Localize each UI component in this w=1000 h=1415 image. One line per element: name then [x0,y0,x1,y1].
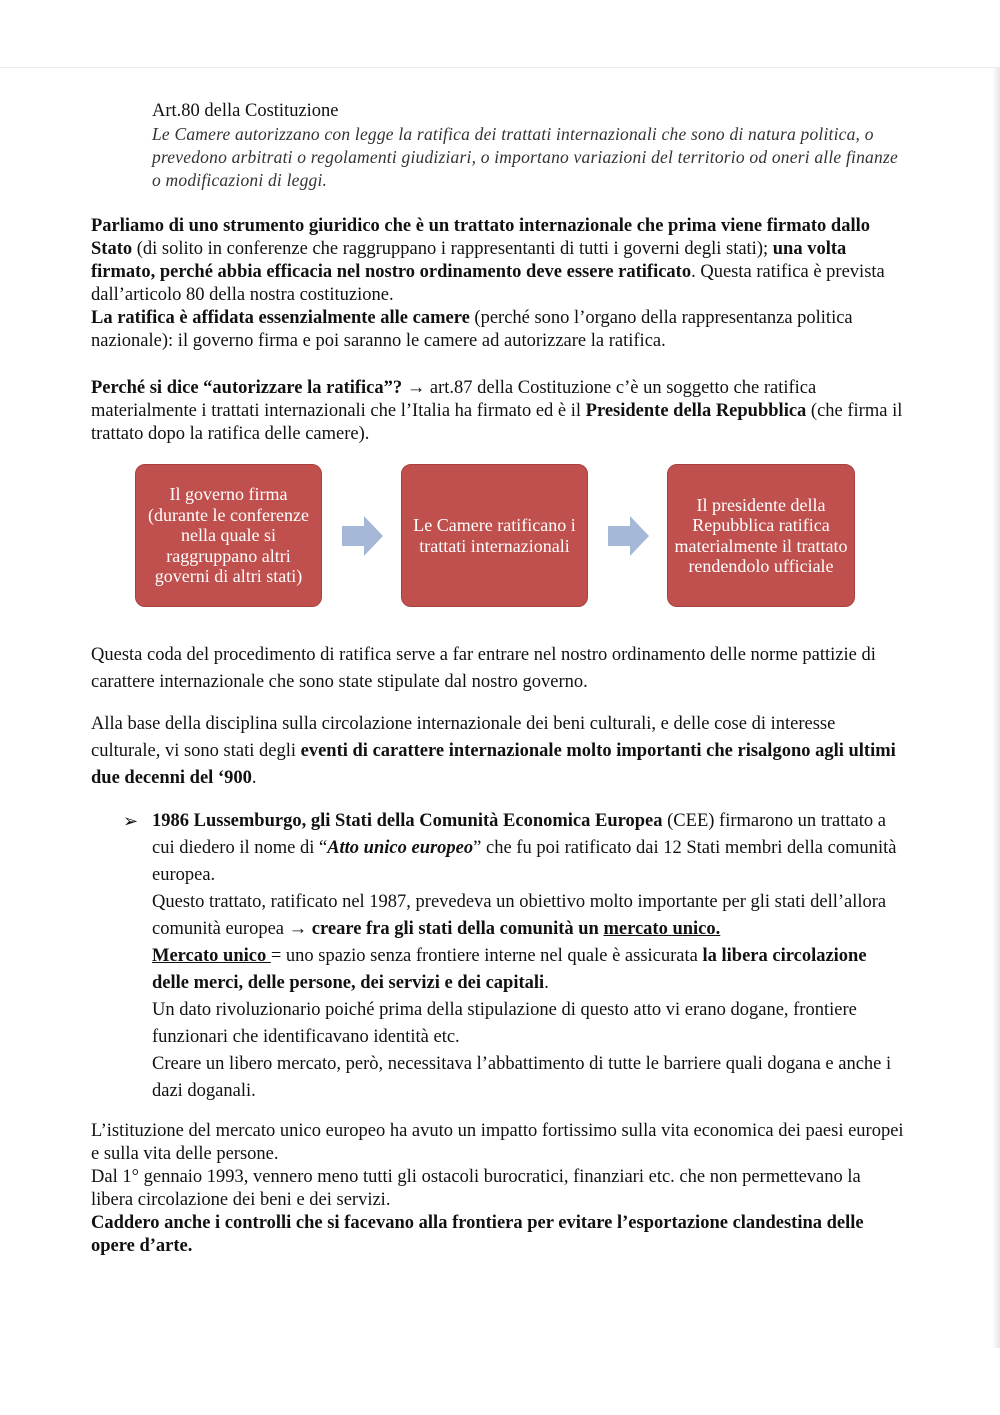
flow-step-2-label: Le Camere ratificano i trattati internazionali [413,515,576,556]
bullet-text-2: Questo trattato, ratificato nel 1987, prevedeva un obiettivo molto importante per gli stati dell’allora comunità europea [152,892,887,939]
para5-bold-1: Caddero anche i controlli che si facevano alla frontiera per evitare l’esportazione clandestina delle opere d’arte. [91,1213,864,1256]
bullet-line-5: Creare un libero mercato, però, necessitava l’abbattimento di tutte le barriere quali dogana e anche i dazi doganali. [152,1054,892,1101]
flow-step-1-label: Il governo firma (durante le conferenze nella quale si raggruppano altri governi di altri stati) [148,484,309,587]
para1-bold-1: Parliamo di uno strumento giuridico che è un trattato internazionale che prima viene firmato dallo Stato [91,216,870,259]
para5-text-1: L’istituzione del mercato unico europeo ha avuto un impatto fortissimo sulla vita economica dei paesi europei e sulla vita delle persone. [91,1121,904,1164]
para4-bold-1: eventi di carattere internazionale molto importanti che risalgono agli ultimi due decenni del ‘900 [91,741,896,788]
page-right-shadow [992,68,1000,1348]
para1-text-1: (di solito in conferenze che raggruppano i rappresentanti di tutti i governi degli stati); [132,239,773,259]
bullet-line-4: Un dato rivoluzionario poiché prima della stipulazione di questo atto vi erano dogane, frontiere funzionari che identificavano identità etc. [152,1000,857,1047]
para4-text-1: Alla base della disciplina sulla circolazione internazionale dei beni culturali, e delle cose di interesse culturale, vi sono stati degli [91,714,836,761]
arrow-icon: → [406,378,426,398]
para4-text-2: . [251,768,257,788]
flow-step-camere [401,464,588,607]
flow-step-presidente [667,464,855,607]
paragraph-mercato-unico [91,1120,906,1258]
arrow-icon: → [288,919,308,939]
bullet-text-1b: ” che fu poi ratificato dai 12 Stati membri della comunità europea. [152,838,897,885]
para1-text-3: (perché sono l’organo della rappresentanza politica nazionale): il governo firma e poi saranno le camere ad autorizzare la ratifica. [91,308,853,351]
bullet-item-lussemburgo [152,808,902,1105]
bullet-bold-1: 1986 Lussemburgo, gli Stati della Comunità Economica Europea [152,811,663,831]
bullet-line-1 [152,808,902,889]
para1-text-2: . Questa ratifica è prevista dall’articolo 80 della nostra costituzione. [91,262,885,305]
bullet-text-3: = uno spazio senza frontiere interne nel quale è assicurata [270,946,703,966]
para5-text-2: Dal 1° gennaio 1993, vennero meno tutti gli ostacoli burocratici, finanziari etc. che non permettevano la libera circolazione dei beni e dei servizi. [91,1167,861,1210]
para1-bold-2: una volta firmato, perché abbia efficacia nel nostro ordinamento deve essere ratificato [91,239,847,282]
para1-bold-3: La ratifica è affidata essenzialmente alle camere [91,308,470,328]
bullet-arrow-icon: ➢ [123,811,139,831]
flow-arrow-1-icon [342,516,384,556]
paragraph-autorizzare [91,377,906,446]
bullet-line-2 [152,889,902,997]
bullet-text-1: (CEE) firmarono un trattato a cui diedero il nome di “ [152,811,886,858]
bullet-bold-underline-3: Mercato unico [152,946,271,966]
article-quote: Le Camere autorizzano con legge la ratifica dei trattati internazionali che sono di natura politica, o prevedono arbitrati o regolamenti giudiziari, o importano variazioni del territorio od oneri alle finanze o modificazioni di leggi. [152,124,898,190]
para2-bold-2: Presidente della Repubblica [585,401,807,421]
flow-step-governo [135,464,322,607]
paragraph-disciplina [91,711,906,792]
bullet-bold-italic-1: Atto unico europeo [327,838,474,858]
flow-step-3-label: Il presidente della Repubblica ratifica materialmente il trattato rendendolo ufficiale [674,494,848,576]
bullet-bold-underline-2: mercato unico. [603,919,721,939]
bullet-bold-3: la libera circolazione delle merci, delle persone, dei servizi e dei capitali [152,946,867,993]
para2-text-2: (che firma il trattato dopo la ratifica delle camere). [91,401,903,444]
article-title: Art.80 della Costituzione [152,101,339,121]
bullet-text-3b: . [544,973,549,993]
bullet-bold-2: creare fra gli stati della comunità un [307,919,604,939]
paragraph-coda: Questa coda del procedimento di ratifica serve a far entrare nel nostro ordinamento delle norme pattizie di carattere internazionale che sono state stipulate dal nostro governo. [91,645,876,692]
flow-arrow-2-icon [608,516,650,556]
para2-bold-1: Perché si dice “autorizzare la ratifica”? [91,378,407,398]
paragraph-trattato [91,215,906,353]
page-top-border [0,67,1000,68]
para2-text-1: art.87 della Costituzione c’è un soggetto che ratifica materialmente i trattati internazionali che l’Italia ha firmato ed è il [91,378,817,421]
